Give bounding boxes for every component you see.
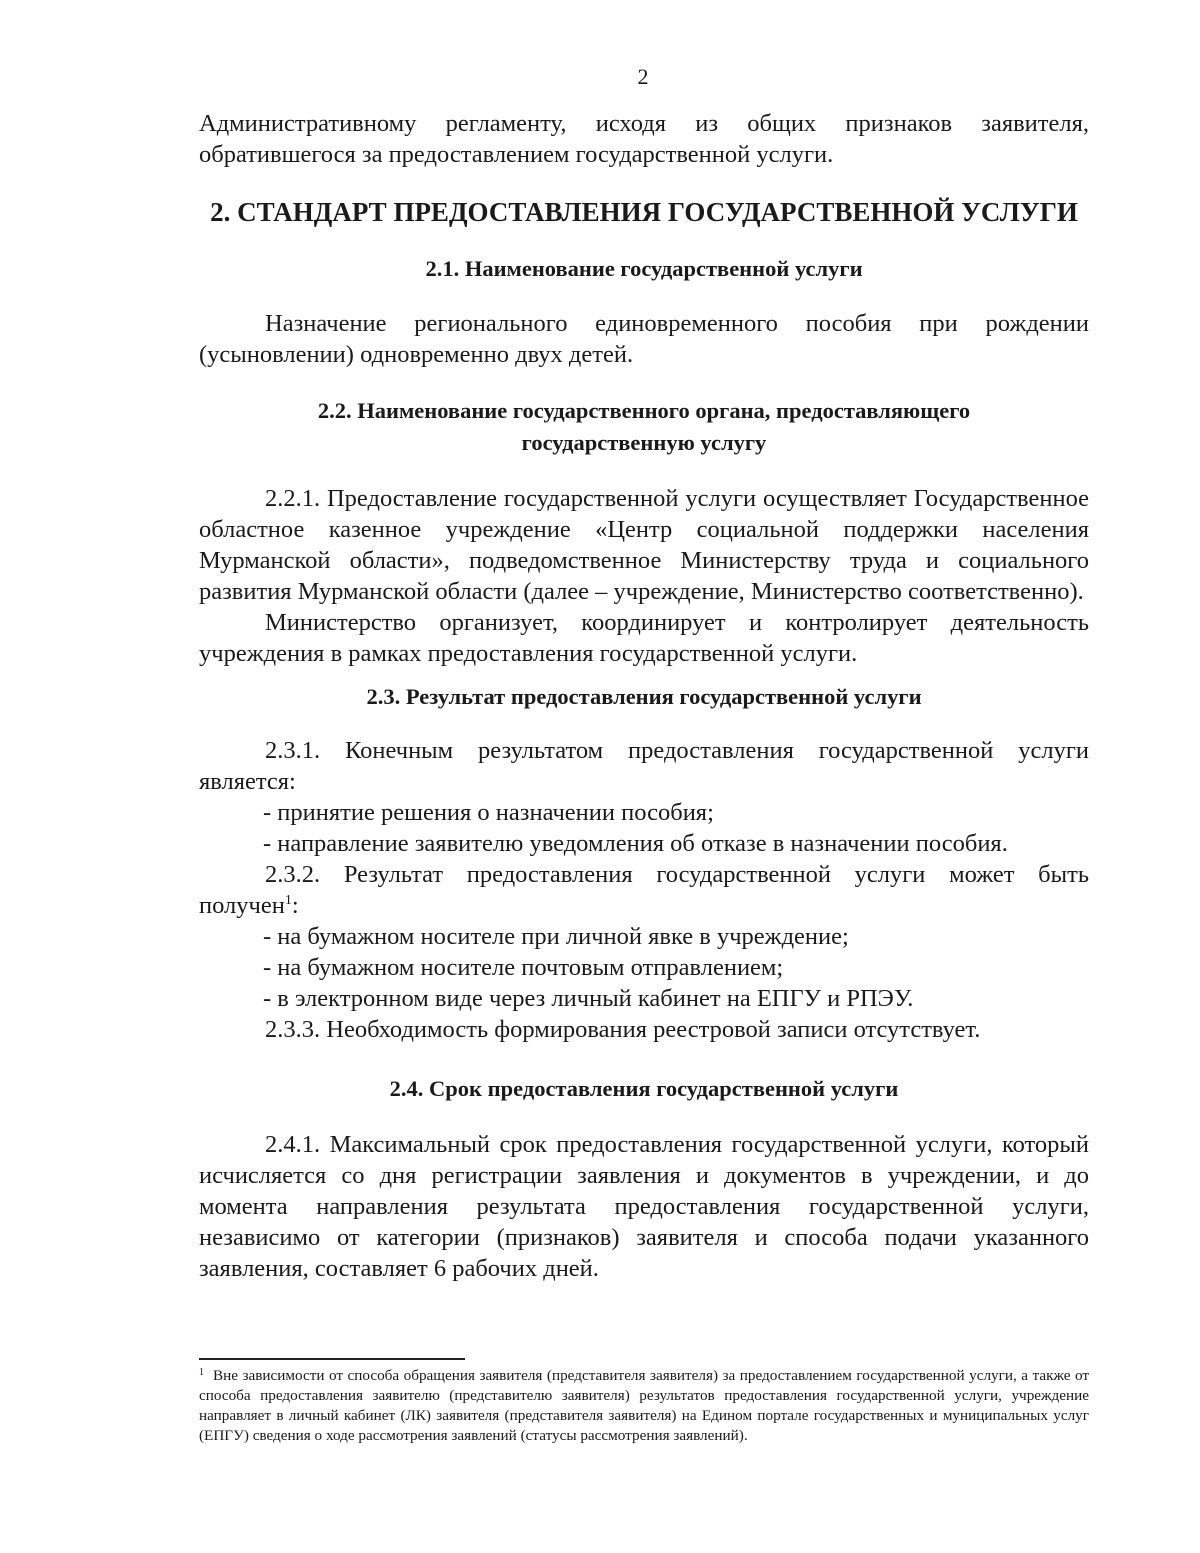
list-item: - принятие решения о назначении пособия;	[263, 799, 714, 826]
list-item: - в электронном виде через личный кабинет на ЕПГУ и РПЭУ.	[263, 985, 914, 1012]
s24-title: 2.4. Срок предоставления государственной услуги	[389, 1076, 899, 1101]
section-title: 2. СТАНДАРТ ПРЕДОСТАВЛЕНИЯ ГОСУДАРСТВЕННОЙ УСЛУГИ	[210, 197, 1078, 227]
s21-title: 2.1. Наименование государственной услуги	[425, 256, 863, 281]
footnote-separator	[199, 1358, 465, 1360]
s23-paragraph-1: 2.3.1. Конечным результатом предоставления государственной услуги является:	[199, 737, 1089, 795]
s22-paragraph-1: 2.2.1. Предоставление государственной услуги осуществляет Государственное областное казенное учреждение «Центр социальной поддержки населения Мурманской области», подведомственное Министерству труда и социального развития Мурманской области (далее – учреждение, Министерство соответственно).	[199, 485, 1089, 605]
s22-title-line2: государственную услугу	[521, 430, 767, 455]
list-item: - направление заявителю уведомления об отказе в назначении пособия.	[263, 830, 1008, 857]
footnote-text: Вне зависимости от способа обращения заявителя (представителя заявителя) за предоставлением государственной услуги, а также от способа предоставления заявителю (представителю заявителя) результатов предоставления государственной услуги, учреждение направляет в личный кабинет (ЛК) заявителя (представителя заявителя) на Едином портале государственных и муниципальных услуг (ЕПГУ) сведения о ходе рассмотрения заявлений (статусы рассмотрения заявлений).	[199, 1367, 1089, 1444]
s22-title-line1: 2.2. Наименование государственного органа, предоставляющего	[317, 398, 971, 423]
list-item: - на бумажном носителе почтовым отправлением;	[263, 954, 784, 981]
list-item: - на бумажном носителе при личной явке в учреждение;	[263, 923, 849, 950]
s23-paragraph-2: 2.3.2. Результат предоставления государственной услуги может быть получен$^1$:	[199, 861, 1089, 919]
footnote-mark: 1	[199, 1367, 204, 1378]
s22-paragraph-2: Министерство организует, координирует и контролирует деятельность учреждения в рамках предоставления государственной услуги.	[199, 609, 1089, 667]
s23-title: 2.3. Результат предоставления государственной услуги	[366, 684, 922, 709]
s23-paragraph-3: 2.3.3. Необходимость формирования реестровой записи отсутствует.	[265, 1016, 981, 1043]
intro-paragraph: Административному регламенту, исходя из общих признаков заявителя, обратившегося за предоставлением государственной услуги.	[199, 110, 1089, 168]
s24-paragraph-1: 2.4.1. Максимальный срок предоставления государственной услуги, который исчисляется со дня регистрации заявления и документов в учреждении, и до момента направления результата предоставления государственной услуги, независимо от категории (признаков) заявителя и способа подачи указанного заявления, составляет 6 рабочих дней.	[199, 1131, 1089, 1282]
footnote	[199, 1366, 1089, 1446]
s21-text: Назначение регионального единовременного пособия при рождении (усыновлении) одновременно двух детей.	[199, 310, 1089, 368]
s22-title	[199, 395, 1089, 459]
footnote-ref[interactable]: 1	[284, 893, 292, 908]
page-body	[199, 64, 1089, 1284]
page-number: 2	[637, 64, 649, 89]
